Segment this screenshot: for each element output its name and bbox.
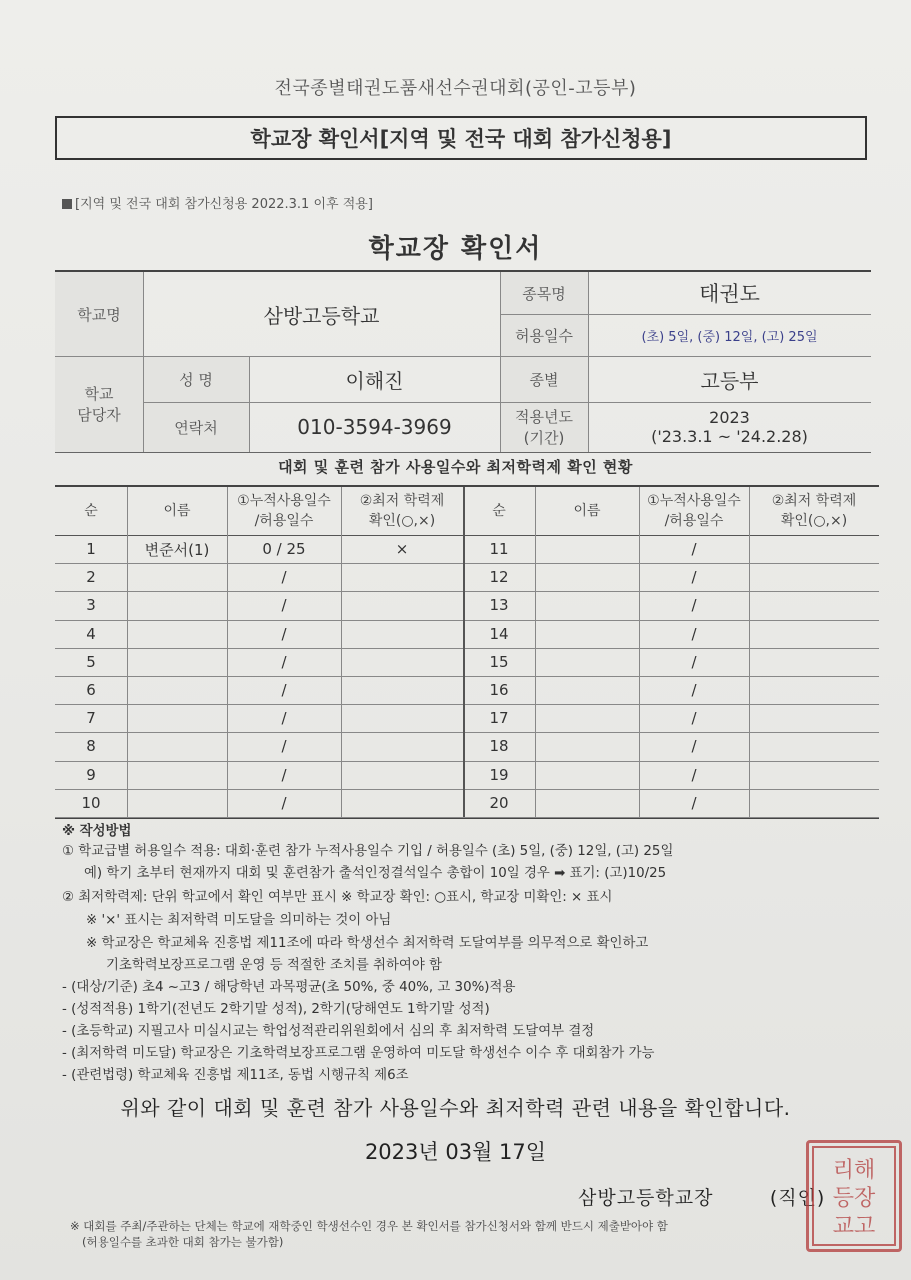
table-vline: [535, 487, 536, 817]
instruction-line: - (초등학교) 지필고사 미실시교는 학업성적관리위원회에서 심의 후 최저학력 도달여부 결정: [62, 1024, 595, 1039]
footnote-line: ※ 대회를 주최/주관하는 단체는 학교에 재학중인 학생선수인 경우 본 확인서를 참가신청서와 함께 반드시 제출받아야 함: [70, 1219, 668, 1233]
square-bullet-icon: [62, 199, 72, 209]
principal-name: 삼방고등학교장: [578, 1187, 714, 1209]
instruction-line: - (최저학력 미도달) 학교장은 기초학력보장프로그램 운영하여 미도달 학생선수 이수 후 대회참가 가능: [62, 1046, 655, 1061]
row-academic: [341, 591, 463, 619]
col-header-name: 이름: [573, 503, 601, 519]
col-header-days-line2: /허용일수: [254, 513, 314, 529]
svg-text:등장: 등장: [832, 1186, 876, 1211]
instruction-line: - (관련법령) 학교체육 진흥법 제11조, 동법 시행규칙 제6조: [62, 1068, 409, 1083]
year-value: [588, 402, 871, 452]
sport-value: 태권도: [699, 282, 760, 306]
event-title: 전국종별태권도품새선수권대회(공인-고등부): [274, 78, 637, 99]
usage-table-heading: 대회 및 훈련 참가 사용일수와 최저학력제 확인 현황: [278, 458, 633, 476]
info-hline: [500, 314, 871, 315]
seal-icon: [809, 1143, 899, 1249]
instruction-line: 기초학력보장프로그램 운영 등 적절한 조치를 취하여야 함: [106, 958, 442, 973]
row-name: [535, 648, 639, 676]
col-header-days: [639, 487, 749, 535]
row-number: 20: [489, 793, 509, 812]
row-name: [535, 732, 639, 760]
principal-seal-text: (직인): [769, 1187, 826, 1209]
row-number: 6: [86, 681, 96, 700]
info-hline: [143, 402, 871, 403]
row-academic: [341, 563, 463, 591]
row-days: /: [691, 652, 697, 671]
row-number: 15: [489, 652, 509, 671]
row-name: [535, 535, 639, 563]
row-number: 7: [86, 709, 96, 728]
row-name: [127, 732, 227, 760]
row-academic: [341, 761, 463, 789]
row-academic: [749, 789, 879, 817]
row-days: 0 / 25: [262, 540, 306, 559]
row-academic: [749, 535, 879, 563]
table-vline: [749, 487, 750, 817]
row-days: /: [281, 765, 287, 784]
row-number: 2: [86, 568, 96, 587]
row-academic: [341, 620, 463, 648]
sport-label: 종목명: [500, 272, 588, 314]
col-header-academic-line1: ②최저 학력제: [771, 493, 857, 509]
info-vline: [249, 356, 250, 452]
info-vline: [143, 272, 144, 452]
row-number: 12: [489, 568, 509, 587]
school-value: 삼방고등학교: [263, 303, 380, 328]
row-academic: [749, 704, 879, 732]
top-note-text: [지역 및 전국 대회 참가신청용 2022.3.1 이후 적용]: [75, 197, 373, 212]
row-days: /: [691, 793, 697, 812]
row-days: /: [691, 681, 697, 700]
row-number: 8: [86, 737, 96, 756]
row-number: 1: [86, 540, 96, 559]
col-header-academic-line1: ②최저 학력제: [359, 493, 445, 509]
row-days: /: [691, 709, 697, 728]
col-header-academic-line2: 확인(○,×): [780, 513, 848, 529]
table-vline: [341, 487, 342, 817]
row-number: 13: [489, 596, 509, 615]
instruction-line: ※ '×' 표시는 최저학력 미도달을 의미하는 것이 아님: [86, 913, 392, 928]
top-note: [62, 193, 373, 212]
instructions-heading: ※ 작성방법: [62, 824, 132, 839]
row-name: [127, 704, 227, 732]
col-header-academic: [341, 487, 463, 535]
row-days: /: [691, 540, 697, 559]
table-vline: [127, 487, 128, 817]
row-days: /: [281, 681, 287, 700]
year-label-line1: 적용년도: [515, 408, 573, 426]
row-days: /: [281, 596, 287, 615]
year-value-line1: 2023: [709, 408, 750, 427]
main-title: 학교장 확인서: [368, 234, 543, 264]
table-hline: [55, 591, 879, 592]
row-name: 변준서(1): [144, 540, 210, 559]
row-number: 5: [86, 652, 96, 671]
manager-label: [55, 356, 143, 452]
table-hline: [55, 648, 879, 649]
row-days: /: [691, 596, 697, 615]
year-value-line2: ('23.3.1 ~ '24.2.28): [651, 427, 808, 446]
row-academic: [341, 704, 463, 732]
row-academic: [341, 789, 463, 817]
row-number: 9: [86, 765, 96, 784]
svg-text:교고: 교고: [832, 1214, 876, 1239]
col-header-days-line2: /허용일수: [664, 513, 724, 529]
row-days: /: [281, 652, 287, 671]
col-header-days: [227, 487, 341, 535]
document-date: 2023년 03월 17일: [364, 1140, 547, 1164]
footnote-line: (허용일수를 초과한 대회 참가는 불가함): [82, 1235, 284, 1249]
row-name: [535, 563, 639, 591]
table-hline: [55, 535, 879, 536]
name-label: 성 명: [143, 356, 249, 402]
row-name: [127, 591, 227, 619]
col-header-no: 순: [84, 503, 98, 519]
row-number: 10: [81, 793, 101, 812]
row-days: /: [281, 793, 287, 812]
col-header-days-line1: ①누적사용일수: [237, 493, 331, 509]
row-number: 4: [86, 624, 96, 643]
col-header-academic: [749, 487, 879, 535]
row-academic: [341, 732, 463, 760]
instruction-line: - (대상/기준) 초4 ~고3 / 해당학년 과목평균(초 50%, 중 40%, 고 30%)적용: [62, 980, 516, 995]
row-days: /: [281, 568, 287, 587]
confirmation-statement: 위와 같이 대회 및 훈련 참가 사용일수와 최저학력 관련 내용을 확인합니다.: [120, 1096, 791, 1120]
row-days: /: [691, 765, 697, 784]
row-name: [535, 676, 639, 704]
col-header-no: 순: [492, 503, 506, 519]
row-academic: [749, 648, 879, 676]
row-number: 11: [489, 540, 509, 559]
name-value: 이해진: [345, 368, 404, 393]
row-number: 16: [489, 681, 509, 700]
svg-text:리해: 리해: [832, 1158, 876, 1183]
contact-value: 010-3594-3969: [297, 415, 452, 439]
table-vline: [639, 487, 640, 817]
row-name: [535, 704, 639, 732]
row-days: /: [281, 709, 287, 728]
table-hline: [55, 620, 879, 621]
table-hline: [55, 761, 879, 762]
official-seal-stamp: [806, 1140, 902, 1252]
row-name: [535, 761, 639, 789]
row-number: 17: [489, 709, 509, 728]
row-academic: [749, 563, 879, 591]
row-name: [127, 620, 227, 648]
usage-table: [55, 485, 879, 819]
contact-label: 연락처: [143, 402, 249, 452]
table-hline: [55, 789, 879, 790]
row-name: [535, 620, 639, 648]
table-hline: [55, 676, 879, 677]
row-name: [535, 591, 639, 619]
year-label-line2: (기간): [523, 429, 565, 447]
col-header-days-line1: ①누적사용일수: [647, 493, 741, 509]
instruction-line: ① 학교급별 허용일수 적용: 대회·훈련 참가 누적사용일수 기입 / 허용일수 (초) 5일, (중) 12일, (고) 25일: [62, 844, 674, 859]
allowed-days-value: (초) 5일, (중) 12일, (고) 25일: [641, 329, 818, 345]
table-hline: [55, 732, 879, 733]
table-hline: [55, 704, 879, 705]
instruction-line: ② 최저학력제: 단위 학교에서 확인 여부만 표시 ※ 학교장 확인: ○표시, 학교장 미확인: × 표시: [62, 890, 613, 905]
info-vline: [500, 272, 501, 452]
instruction-line: ※ 학교장은 학교체육 진흥법 제11조에 따라 학생선수 최저학력 도달여부를 의무적으로 확인하고: [86, 936, 649, 951]
principal-signature: [578, 1183, 825, 1210]
row-academic: [749, 620, 879, 648]
row-academic: [749, 761, 879, 789]
row-name: [127, 676, 227, 704]
table-hline: [55, 563, 879, 564]
row-name: [535, 789, 639, 817]
row-name: [127, 563, 227, 591]
row-number: 14: [489, 624, 509, 643]
boxed-title: 학교장 확인서[지역 및 전국 대회 참가신청용]: [55, 116, 867, 160]
manager-label-line2: 담당자: [77, 406, 121, 424]
info-hline: [55, 356, 871, 357]
instruction-line: 예) 학기 초부터 현재까지 대회 및 훈련참가 출석인정결석일수 총합이 10일 경우 ➡ 표기: (고)10/25: [84, 866, 667, 881]
row-academic: ×: [395, 540, 409, 559]
table-vline: [227, 487, 228, 817]
allowed-days-label: 허용일수: [500, 314, 588, 356]
row-academic: [749, 732, 879, 760]
instruction-line: - (성적적용) 1학기(전년도 2학기말 성적), 2학기(당해연도 1학기말 성적): [62, 1002, 490, 1017]
row-academic: [341, 648, 463, 676]
row-days: /: [691, 737, 697, 756]
col-header-academic-line2: 확인(○,×): [368, 513, 436, 529]
row-days: /: [691, 568, 697, 587]
row-name: [127, 648, 227, 676]
division-label: 종별: [500, 356, 588, 402]
row-days: /: [691, 624, 697, 643]
row-academic: [749, 591, 879, 619]
row-days: /: [281, 624, 287, 643]
division-value: 고등부: [700, 368, 759, 393]
table-hline: [55, 817, 879, 818]
row-name: [127, 789, 227, 817]
row-academic: [749, 676, 879, 704]
row-academic: [341, 676, 463, 704]
row-number: 19: [489, 765, 509, 784]
row-days: /: [281, 737, 287, 756]
info-table: [55, 270, 871, 453]
row-number: 18: [489, 737, 509, 756]
table-vline: [463, 487, 465, 817]
row-name: [127, 761, 227, 789]
row-number: 3: [86, 596, 96, 615]
manager-label-line1: 학교: [84, 385, 114, 403]
school-label: 학교명: [55, 272, 143, 356]
info-vline: [588, 272, 589, 452]
year-label: [500, 402, 588, 452]
col-header-name: 이름: [163, 503, 191, 519]
